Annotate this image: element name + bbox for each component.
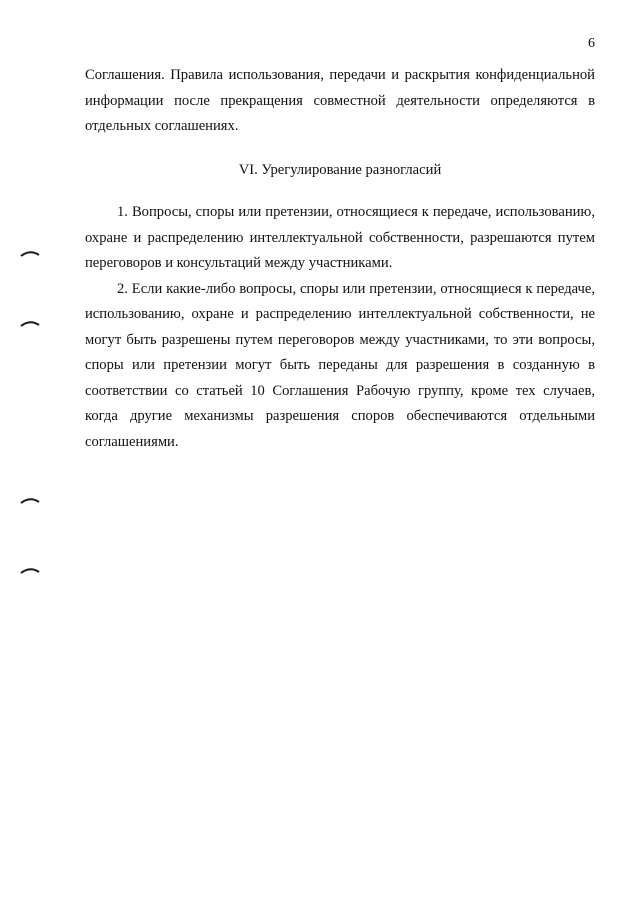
page-number: 6	[588, 36, 595, 51]
continuation-paragraph: Соглашения. Правила использования, передачи и раскрытия конфиденциальной информации после прекращения совместной деятельности определяются в отдельных соглашениях.	[85, 67, 595, 134]
clause-2: 2. Если какие-либо вопросы, споры или претензии, относящиеся к передаче, использованию, охране и распределению интеллектуальной собственности, не могут быть разрешены путем переговоров между участниками, то эти вопросы, споры или претензии могут быть переданы для разрешения в созданную в соответствии со статьей 10 Соглашения Рабочую группу, кроме тех случаев, когда другие механизмы разрешения споров обеспечиваются отдельными соглашениями.	[85, 280, 595, 450]
clauses-list	[85, 200, 595, 455]
scan-mark	[19, 318, 41, 328]
scan-mark	[19, 248, 41, 258]
section-heading: VI. Урегулирование разногласий	[238, 162, 442, 178]
clause-1: 1. Вопросы, споры или претензии, относящиеся к передаче, использованию, охране и распределению интеллектуальной собственности, разрешаются путем переговоров и консультаций между участниками.	[85, 204, 595, 271]
scan-mark	[19, 565, 41, 575]
scan-mark	[19, 495, 41, 505]
